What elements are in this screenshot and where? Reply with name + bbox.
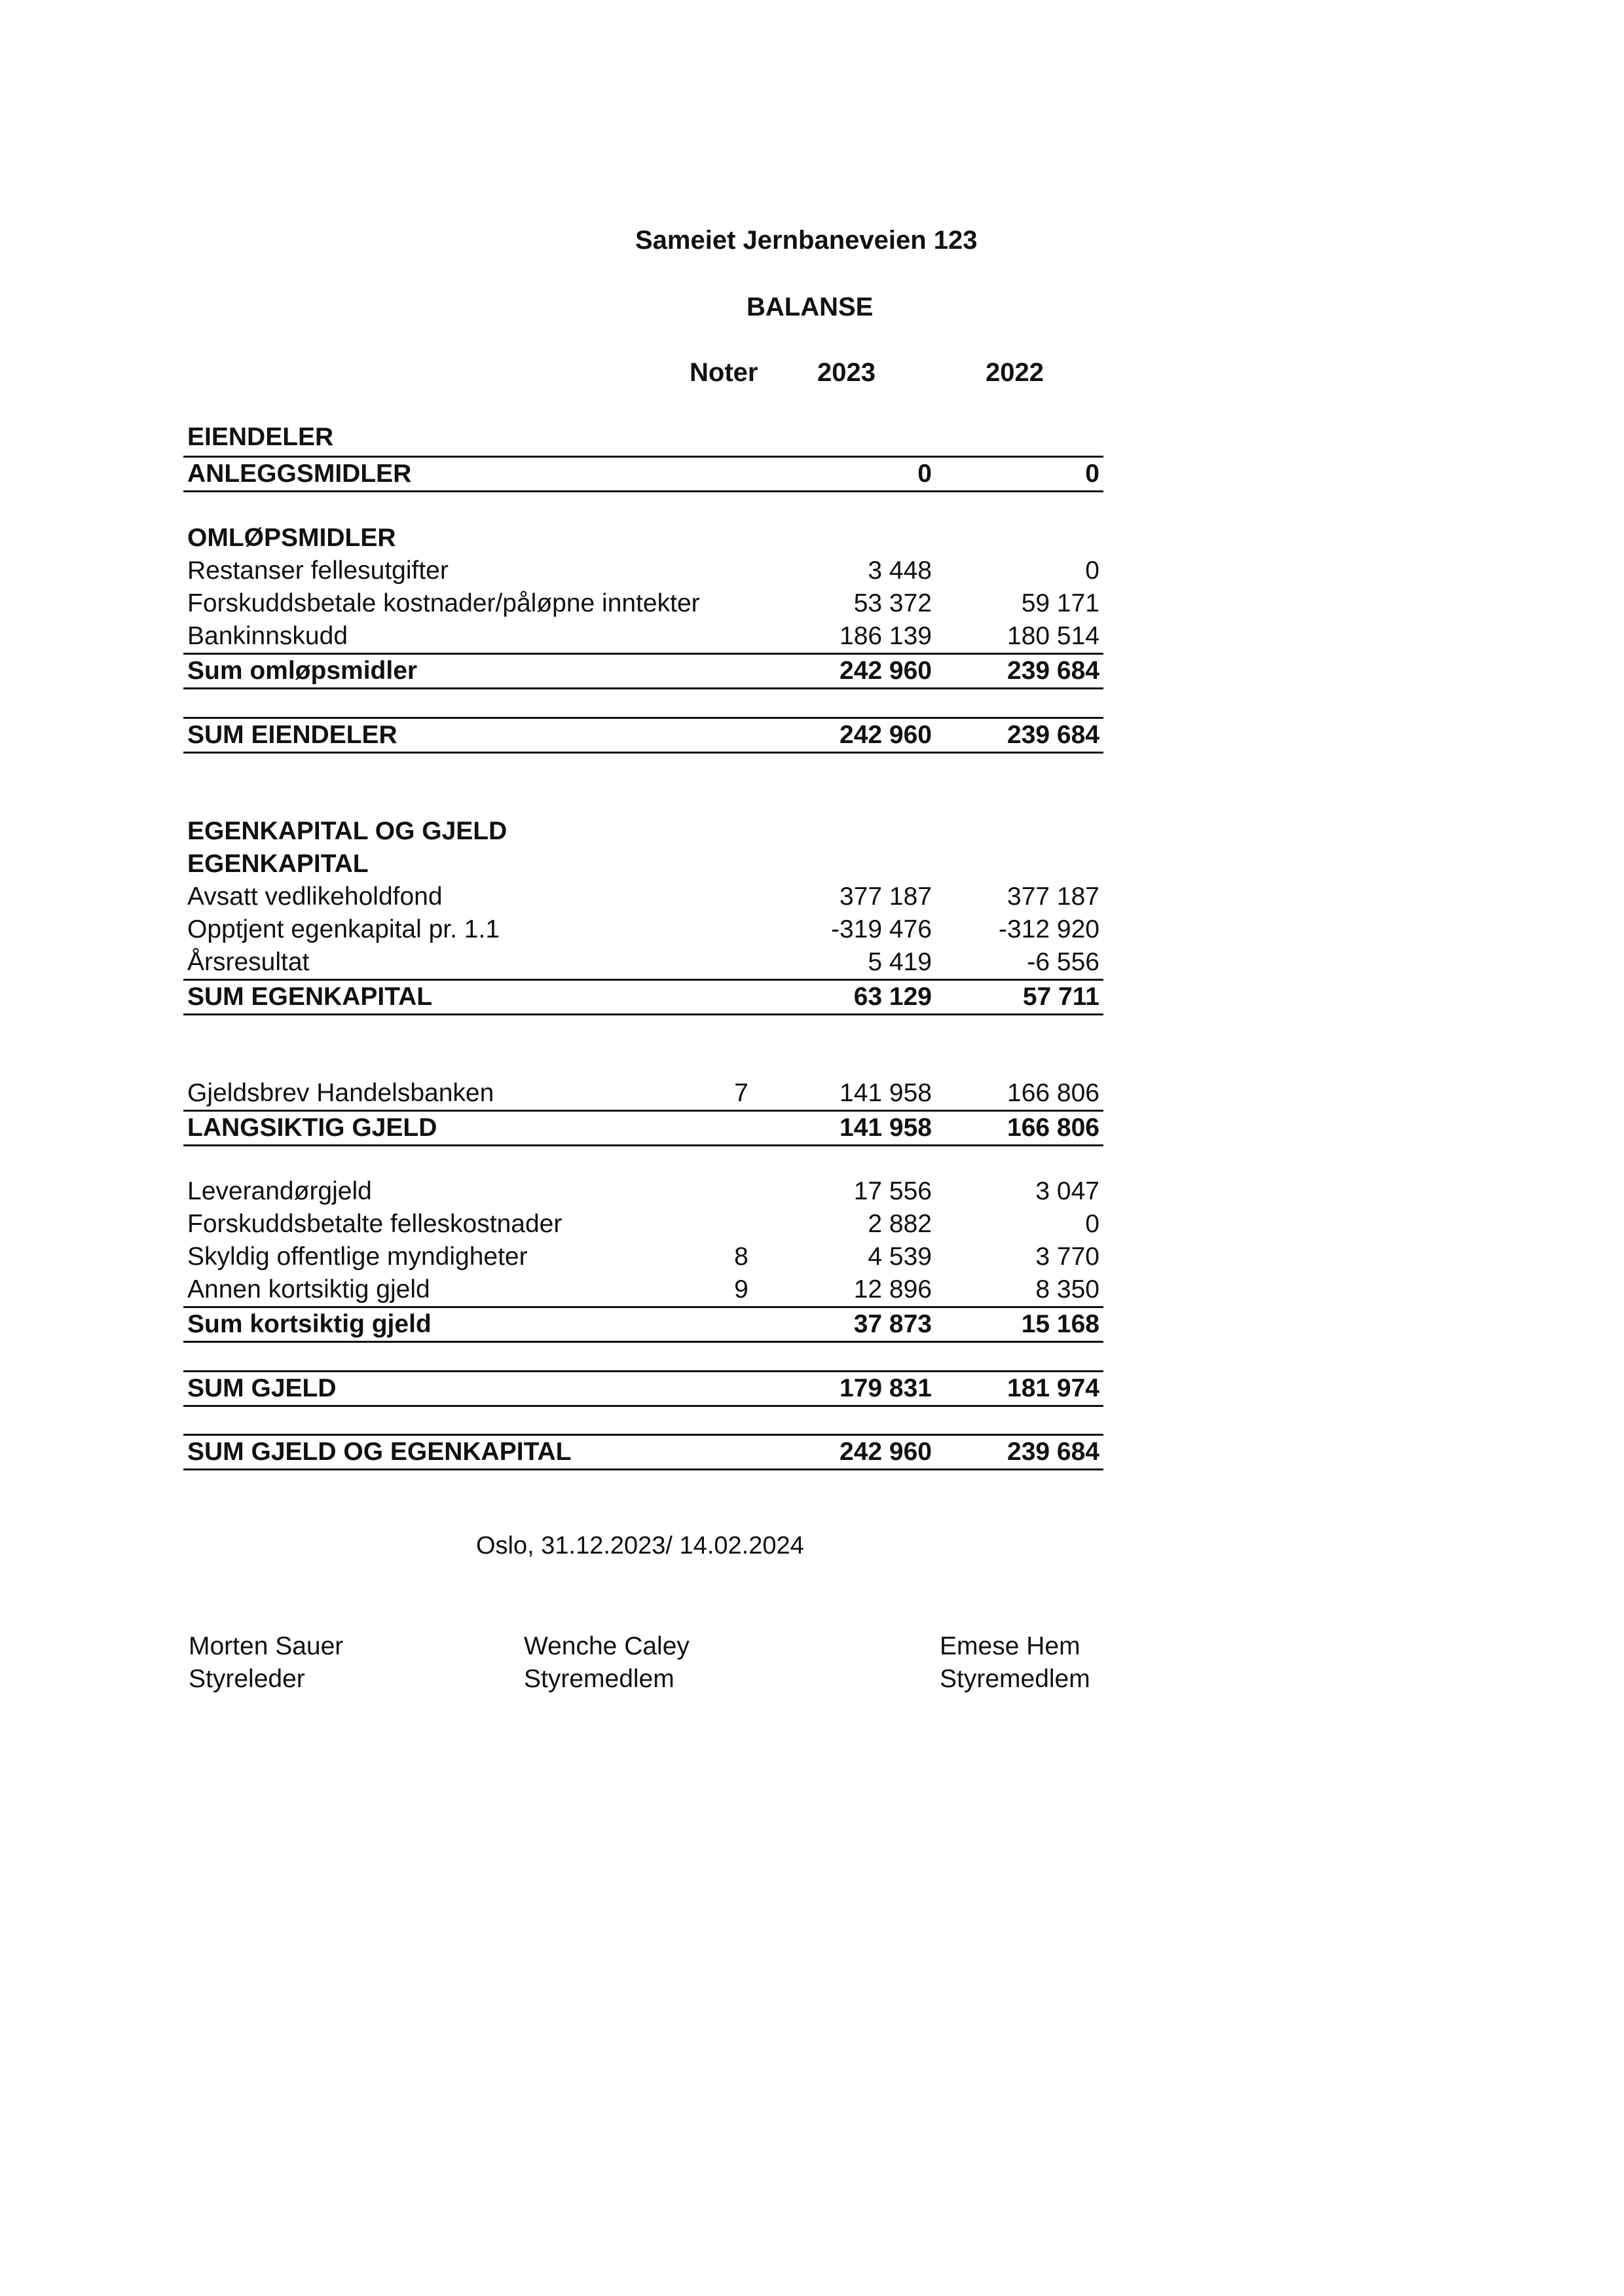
row-label: Skyldig offentlige myndigheter: [187, 1243, 528, 1271]
row-anleggsmidler: [183, 456, 1103, 492]
place-and-date: Oslo, 31.12.2023/ 14.02.2024: [476, 1532, 804, 1559]
value-2022: 239 684: [1007, 657, 1099, 685]
note-reference: 8: [734, 1243, 748, 1271]
signatory-name: Emese Hem: [940, 1632, 1080, 1660]
value-2023: 179 831: [840, 1374, 932, 1402]
value-2022: 8 350: [1035, 1275, 1099, 1303]
value-2022: -312 920: [999, 915, 1099, 943]
row-forskuddsbetalte-felleskostnader: [183, 1208, 1103, 1241]
row-label: Bankinnskudd: [187, 622, 348, 650]
row-sum-gjeld-og-egenkapital: [183, 1434, 1103, 1470]
section-heading-eiendeler: [183, 421, 1103, 454]
row-label: EGENKAPITAL OG GJELD: [187, 817, 507, 845]
row-label: Avsatt vedlikeholdfond: [187, 883, 443, 911]
value-2023: 3 448: [868, 556, 932, 585]
row-label: LANGSIKTIG GJELD: [187, 1114, 437, 1142]
signatory-role: Styreleder: [189, 1665, 305, 1693]
row-bankinnskudd: [183, 620, 1103, 653]
value-2022: 59 171: [1021, 589, 1099, 617]
row-arsresultat: [183, 946, 1103, 979]
value-2022: -6 556: [1027, 948, 1099, 976]
value-2022: 57 711: [1022, 983, 1099, 1011]
row-label: Sum kortsiktig gjeld: [187, 1310, 432, 1338]
row-label: Forskuddsbetale kostnader/påløpne inntekter: [187, 589, 700, 617]
row-avsatt-vedlikeholdfond: [183, 881, 1103, 913]
value-2023: 53 372: [853, 589, 932, 617]
value-2022: 3 047: [1035, 1177, 1099, 1205]
value-2022: 0: [1085, 460, 1099, 488]
signatory-2: [524, 1630, 690, 1696]
value-2023: 0: [917, 460, 932, 488]
row-label: SUM GJELD OG EGENKAPITAL: [187, 1438, 572, 1466]
signatory-1: [189, 1630, 343, 1696]
row-label: SUM EGENKAPITAL: [187, 983, 433, 1011]
section-heading-egenkapital: [183, 848, 1103, 881]
row-sum-omlopsmidler: [183, 653, 1103, 689]
row-label: EIENDELER: [187, 423, 334, 451]
row-label: Leverandørgjeld: [187, 1177, 372, 1205]
row-forskuddsbetale-kostnader: [183, 587, 1103, 620]
organization-name: Sameiet Jernbaneveien 123: [635, 226, 978, 255]
section-heading-omlopsmidler: [183, 522, 1103, 555]
row-label: Sum omløpsmidler: [187, 657, 418, 685]
value-2023: 186 139: [840, 622, 932, 650]
row-restanser-fellesutgifter: [183, 555, 1103, 587]
row-leverandorgjeld: [183, 1175, 1103, 1208]
value-2023: 4 539: [868, 1243, 932, 1271]
column-header-notes: Noter: [690, 358, 758, 387]
signatory-role: Styremedlem: [524, 1665, 674, 1693]
value-2023: 242 960: [840, 657, 932, 685]
value-2023: 63 129: [853, 983, 932, 1011]
value-2023: 5 419: [868, 948, 932, 976]
row-sum-gjeld: [183, 1370, 1103, 1407]
value-2023: 37 873: [853, 1310, 932, 1338]
value-2023: -319 476: [831, 915, 932, 943]
value-2022: 166 806: [1007, 1114, 1099, 1142]
note-reference: 7: [734, 1079, 748, 1107]
row-label: OMLØPSMIDLER: [187, 524, 396, 552]
row-label: SUM GJELD: [187, 1374, 337, 1402]
signatory-name: Morten Sauer: [189, 1632, 344, 1660]
column-header-year-2022: 2022: [986, 358, 1044, 387]
value-2022: 3 770: [1035, 1243, 1099, 1271]
row-opptjent-egenkapital: [183, 913, 1103, 946]
value-2023: 141 958: [840, 1114, 932, 1142]
value-2023: 12 896: [853, 1275, 932, 1303]
row-gjeldsbrev-handelsbanken: [183, 1077, 1103, 1112]
value-2022: 239 684: [1007, 721, 1099, 749]
value-2023: 2 882: [868, 1210, 932, 1238]
document-title: BALANSE: [747, 293, 874, 321]
signatory-name: Wenche Caley: [524, 1632, 690, 1660]
value-2023: 377 187: [840, 883, 932, 911]
value-2022: 239 684: [1007, 1438, 1099, 1466]
column-header-year-2023: 2023: [817, 358, 876, 387]
value-2022: 181 974: [1007, 1374, 1099, 1402]
row-sum-egenkapital: [183, 979, 1103, 1015]
row-annen-kortsiktig-gjeld: [183, 1273, 1103, 1306]
row-label: Opptjent egenkapital pr. 1.1: [187, 915, 500, 943]
value-2023: 242 960: [840, 1438, 932, 1466]
value-2022: 180 514: [1007, 622, 1099, 650]
row-label: Gjeldsbrev Handelsbanken: [187, 1079, 494, 1107]
value-2022: 0: [1085, 1210, 1099, 1238]
row-langsiktig-gjeld: [183, 1112, 1103, 1146]
value-2022: 15 168: [1021, 1310, 1099, 1338]
value-2023: 17 556: [853, 1177, 932, 1205]
signatory-role: Styremedlem: [940, 1665, 1090, 1693]
value-2022: 166 806: [1007, 1079, 1099, 1107]
note-reference: 9: [734, 1275, 748, 1303]
row-label: Årsresultat: [187, 948, 310, 976]
value-2023: 141 958: [840, 1079, 932, 1107]
row-label: SUM EIENDELER: [187, 721, 397, 749]
row-label: ANLEGGSMIDLER: [187, 460, 412, 488]
section-heading-egenkapital-og-gjeld: [183, 815, 1103, 848]
row-label: Annen kortsiktig gjeld: [187, 1275, 430, 1303]
value-2022: 377 187: [1007, 883, 1099, 911]
row-label: Restanser fellesutgifter: [187, 556, 449, 585]
value-2022: 0: [1085, 556, 1099, 585]
row-sum-kortsiktig-gjeld: [183, 1306, 1103, 1343]
row-label: Forskuddsbetalte felleskostnader: [187, 1210, 563, 1238]
row-label: EGENKAPITAL: [187, 850, 369, 878]
signatory-3: [940, 1630, 1090, 1696]
row-skyldig-offentlige-myndigheter: [183, 1241, 1103, 1273]
row-sum-eiendeler: [183, 717, 1103, 754]
value-2023: 242 960: [840, 721, 932, 749]
